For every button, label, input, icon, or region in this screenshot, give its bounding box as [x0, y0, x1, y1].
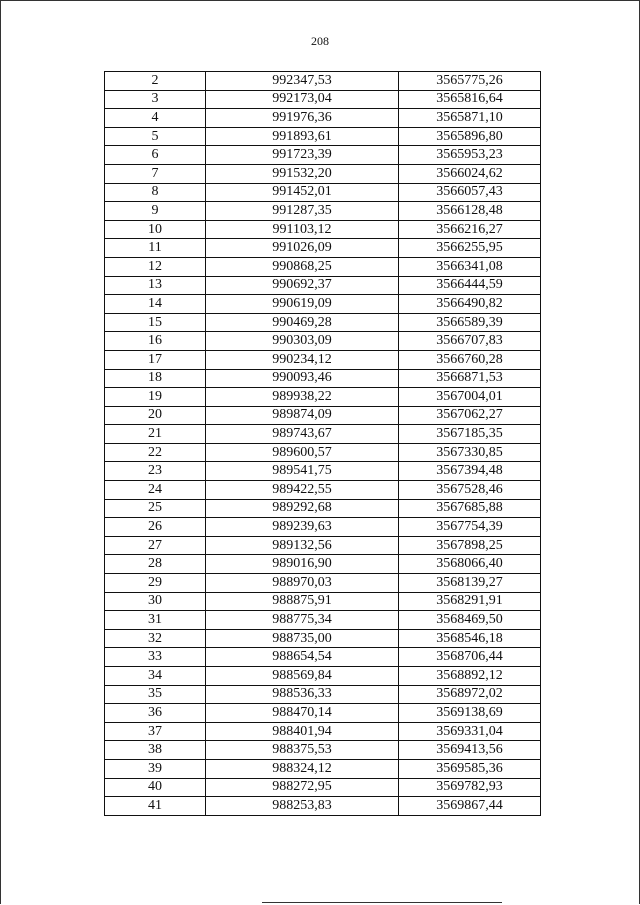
y-coordinate-cell: 3566707,83	[399, 332, 541, 351]
y-coordinate-cell: 3566444,59	[399, 276, 541, 295]
table-row	[105, 406, 541, 425]
point-number-cell: 15	[105, 313, 206, 332]
point-number-cell: 18	[105, 369, 206, 388]
y-coordinate-cell: 3567528,46	[399, 481, 541, 500]
table-row	[105, 183, 541, 202]
table-row	[105, 629, 541, 648]
point-number-cell: 11	[105, 239, 206, 258]
point-number-cell: 36	[105, 704, 206, 723]
x-coordinate-cell: 989541,75	[206, 462, 399, 481]
x-coordinate-cell: 989239,63	[206, 518, 399, 537]
point-number-cell: 22	[105, 443, 206, 462]
y-coordinate-cell: 3565871,10	[399, 109, 541, 128]
point-number-cell: 29	[105, 574, 206, 593]
y-coordinate-cell: 3566871,53	[399, 369, 541, 388]
point-number-cell: 24	[105, 481, 206, 500]
table-row	[105, 332, 541, 351]
point-number-cell: 16	[105, 332, 206, 351]
y-coordinate-cell: 3565775,26	[399, 72, 541, 91]
point-number-cell: 13	[105, 276, 206, 295]
coordinates-table-body	[105, 72, 541, 816]
x-coordinate-cell: 991976,36	[206, 109, 399, 128]
y-coordinate-cell: 3568892,12	[399, 667, 541, 686]
x-coordinate-cell: 991026,09	[206, 239, 399, 258]
table-row	[105, 592, 541, 611]
table-row	[105, 220, 541, 239]
x-coordinate-cell: 988569,84	[206, 667, 399, 686]
y-coordinate-cell: 3566024,62	[399, 164, 541, 183]
x-coordinate-cell: 991723,39	[206, 146, 399, 165]
point-number-cell: 14	[105, 295, 206, 314]
point-number-cell: 19	[105, 388, 206, 407]
x-coordinate-cell: 990093,46	[206, 369, 399, 388]
table-row	[105, 164, 541, 183]
y-coordinate-cell: 3567394,48	[399, 462, 541, 481]
table-row	[105, 555, 541, 574]
table-row	[105, 127, 541, 146]
point-number-cell: 39	[105, 759, 206, 778]
x-coordinate-cell: 990619,09	[206, 295, 399, 314]
point-number-cell: 4	[105, 109, 206, 128]
table-row	[105, 536, 541, 555]
x-coordinate-cell: 991287,35	[206, 202, 399, 221]
y-coordinate-cell: 3566255,95	[399, 239, 541, 258]
y-coordinate-cell: 3568546,18	[399, 629, 541, 648]
x-coordinate-cell: 990469,28	[206, 313, 399, 332]
x-coordinate-cell: 988401,94	[206, 722, 399, 741]
table-row	[105, 72, 541, 91]
point-number-cell: 10	[105, 220, 206, 239]
point-number-cell: 38	[105, 741, 206, 760]
point-number-cell: 40	[105, 778, 206, 797]
point-number-cell: 21	[105, 425, 206, 444]
y-coordinate-cell: 3569585,36	[399, 759, 541, 778]
x-coordinate-cell: 989600,57	[206, 443, 399, 462]
y-coordinate-cell: 3569331,04	[399, 722, 541, 741]
y-coordinate-cell: 3567004,01	[399, 388, 541, 407]
point-number-cell: 31	[105, 611, 206, 630]
y-coordinate-cell: 3565896,80	[399, 127, 541, 146]
point-number-cell: 2	[105, 72, 206, 91]
table-row	[105, 425, 541, 444]
table-row	[105, 295, 541, 314]
table-row	[105, 797, 541, 816]
y-coordinate-cell: 3565816,64	[399, 90, 541, 109]
table-row	[105, 350, 541, 369]
table-row	[105, 648, 541, 667]
point-number-cell: 35	[105, 685, 206, 704]
x-coordinate-cell: 991532,20	[206, 164, 399, 183]
x-coordinate-cell: 992173,04	[206, 90, 399, 109]
table-row	[105, 276, 541, 295]
table-row	[105, 313, 541, 332]
table-row	[105, 239, 541, 258]
table-row	[105, 574, 541, 593]
x-coordinate-cell: 989743,67	[206, 425, 399, 444]
y-coordinate-cell: 3567685,88	[399, 499, 541, 518]
y-coordinate-cell: 3568139,27	[399, 574, 541, 593]
y-coordinate-cell: 3567062,27	[399, 406, 541, 425]
table-row	[105, 611, 541, 630]
table-row	[105, 518, 541, 537]
table-row	[105, 499, 541, 518]
table-row	[105, 722, 541, 741]
point-number-cell: 7	[105, 164, 206, 183]
table-row	[105, 667, 541, 686]
point-number-cell: 5	[105, 127, 206, 146]
x-coordinate-cell: 988875,91	[206, 592, 399, 611]
table-row	[105, 202, 541, 221]
table-row	[105, 443, 541, 462]
table-row	[105, 109, 541, 128]
bottom-rule	[262, 902, 502, 903]
x-coordinate-cell: 988375,53	[206, 741, 399, 760]
x-coordinate-cell: 989292,68	[206, 499, 399, 518]
point-number-cell: 32	[105, 629, 206, 648]
table-row	[105, 778, 541, 797]
table-row	[105, 481, 541, 500]
point-number-cell: 9	[105, 202, 206, 221]
y-coordinate-cell: 3565953,23	[399, 146, 541, 165]
x-coordinate-cell: 989422,55	[206, 481, 399, 500]
table-row	[105, 369, 541, 388]
x-coordinate-cell: 988272,95	[206, 778, 399, 797]
x-coordinate-cell: 988470,14	[206, 704, 399, 723]
x-coordinate-cell: 992347,53	[206, 72, 399, 91]
table-row	[105, 685, 541, 704]
x-coordinate-cell: 988970,03	[206, 574, 399, 593]
y-coordinate-cell: 3567185,35	[399, 425, 541, 444]
x-coordinate-cell: 990868,25	[206, 257, 399, 276]
y-coordinate-cell: 3566057,43	[399, 183, 541, 202]
point-number-cell: 12	[105, 257, 206, 276]
x-coordinate-cell: 991452,01	[206, 183, 399, 202]
y-coordinate-cell: 3568291,91	[399, 592, 541, 611]
x-coordinate-cell: 988253,83	[206, 797, 399, 816]
point-number-cell: 27	[105, 536, 206, 555]
table-row	[105, 704, 541, 723]
point-number-cell: 34	[105, 667, 206, 686]
x-coordinate-cell: 989132,56	[206, 536, 399, 555]
x-coordinate-cell: 988775,34	[206, 611, 399, 630]
y-coordinate-cell: 3566216,27	[399, 220, 541, 239]
point-number-cell: 8	[105, 183, 206, 202]
point-number-cell: 26	[105, 518, 206, 537]
x-coordinate-cell: 988735,00	[206, 629, 399, 648]
point-number-cell: 25	[105, 499, 206, 518]
x-coordinate-cell: 988324,12	[206, 759, 399, 778]
y-coordinate-cell: 3566128,48	[399, 202, 541, 221]
x-coordinate-cell: 990303,09	[206, 332, 399, 351]
point-number-cell: 23	[105, 462, 206, 481]
table-row	[105, 759, 541, 778]
point-number-cell: 37	[105, 722, 206, 741]
y-coordinate-cell: 3569138,69	[399, 704, 541, 723]
y-coordinate-cell: 3566341,08	[399, 257, 541, 276]
point-number-cell: 17	[105, 350, 206, 369]
y-coordinate-cell: 3567330,85	[399, 443, 541, 462]
y-coordinate-cell: 3566490,82	[399, 295, 541, 314]
table-row	[105, 388, 541, 407]
point-number-cell: 6	[105, 146, 206, 165]
table-row	[105, 146, 541, 165]
x-coordinate-cell: 990692,37	[206, 276, 399, 295]
y-coordinate-cell: 3568066,40	[399, 555, 541, 574]
x-coordinate-cell: 989874,09	[206, 406, 399, 425]
y-coordinate-cell: 3567898,25	[399, 536, 541, 555]
page-number: 208	[311, 34, 329, 48]
point-number-cell: 3	[105, 90, 206, 109]
point-number-cell: 41	[105, 797, 206, 816]
y-coordinate-cell: 3567754,39	[399, 518, 541, 537]
y-coordinate-cell: 3569413,56	[399, 741, 541, 760]
x-coordinate-cell: 991893,61	[206, 127, 399, 146]
x-coordinate-cell: 988654,54	[206, 648, 399, 667]
point-number-cell: 33	[105, 648, 206, 667]
x-coordinate-cell: 990234,12	[206, 350, 399, 369]
x-coordinate-cell: 989016,90	[206, 555, 399, 574]
y-coordinate-cell: 3566589,39	[399, 313, 541, 332]
coordinates-table	[104, 71, 541, 816]
y-coordinate-cell: 3569867,44	[399, 797, 541, 816]
table-row	[105, 257, 541, 276]
table-row	[105, 90, 541, 109]
table-row	[105, 741, 541, 760]
y-coordinate-cell: 3568972,02	[399, 685, 541, 704]
point-number-cell: 20	[105, 406, 206, 425]
y-coordinate-cell: 3569782,93	[399, 778, 541, 797]
x-coordinate-cell: 991103,12	[206, 220, 399, 239]
y-coordinate-cell: 3566760,28	[399, 350, 541, 369]
x-coordinate-cell: 989938,22	[206, 388, 399, 407]
point-number-cell: 28	[105, 555, 206, 574]
point-number-cell: 30	[105, 592, 206, 611]
y-coordinate-cell: 3568469,50	[399, 611, 541, 630]
y-coordinate-cell: 3568706,44	[399, 648, 541, 667]
x-coordinate-cell: 988536,33	[206, 685, 399, 704]
table-row	[105, 462, 541, 481]
